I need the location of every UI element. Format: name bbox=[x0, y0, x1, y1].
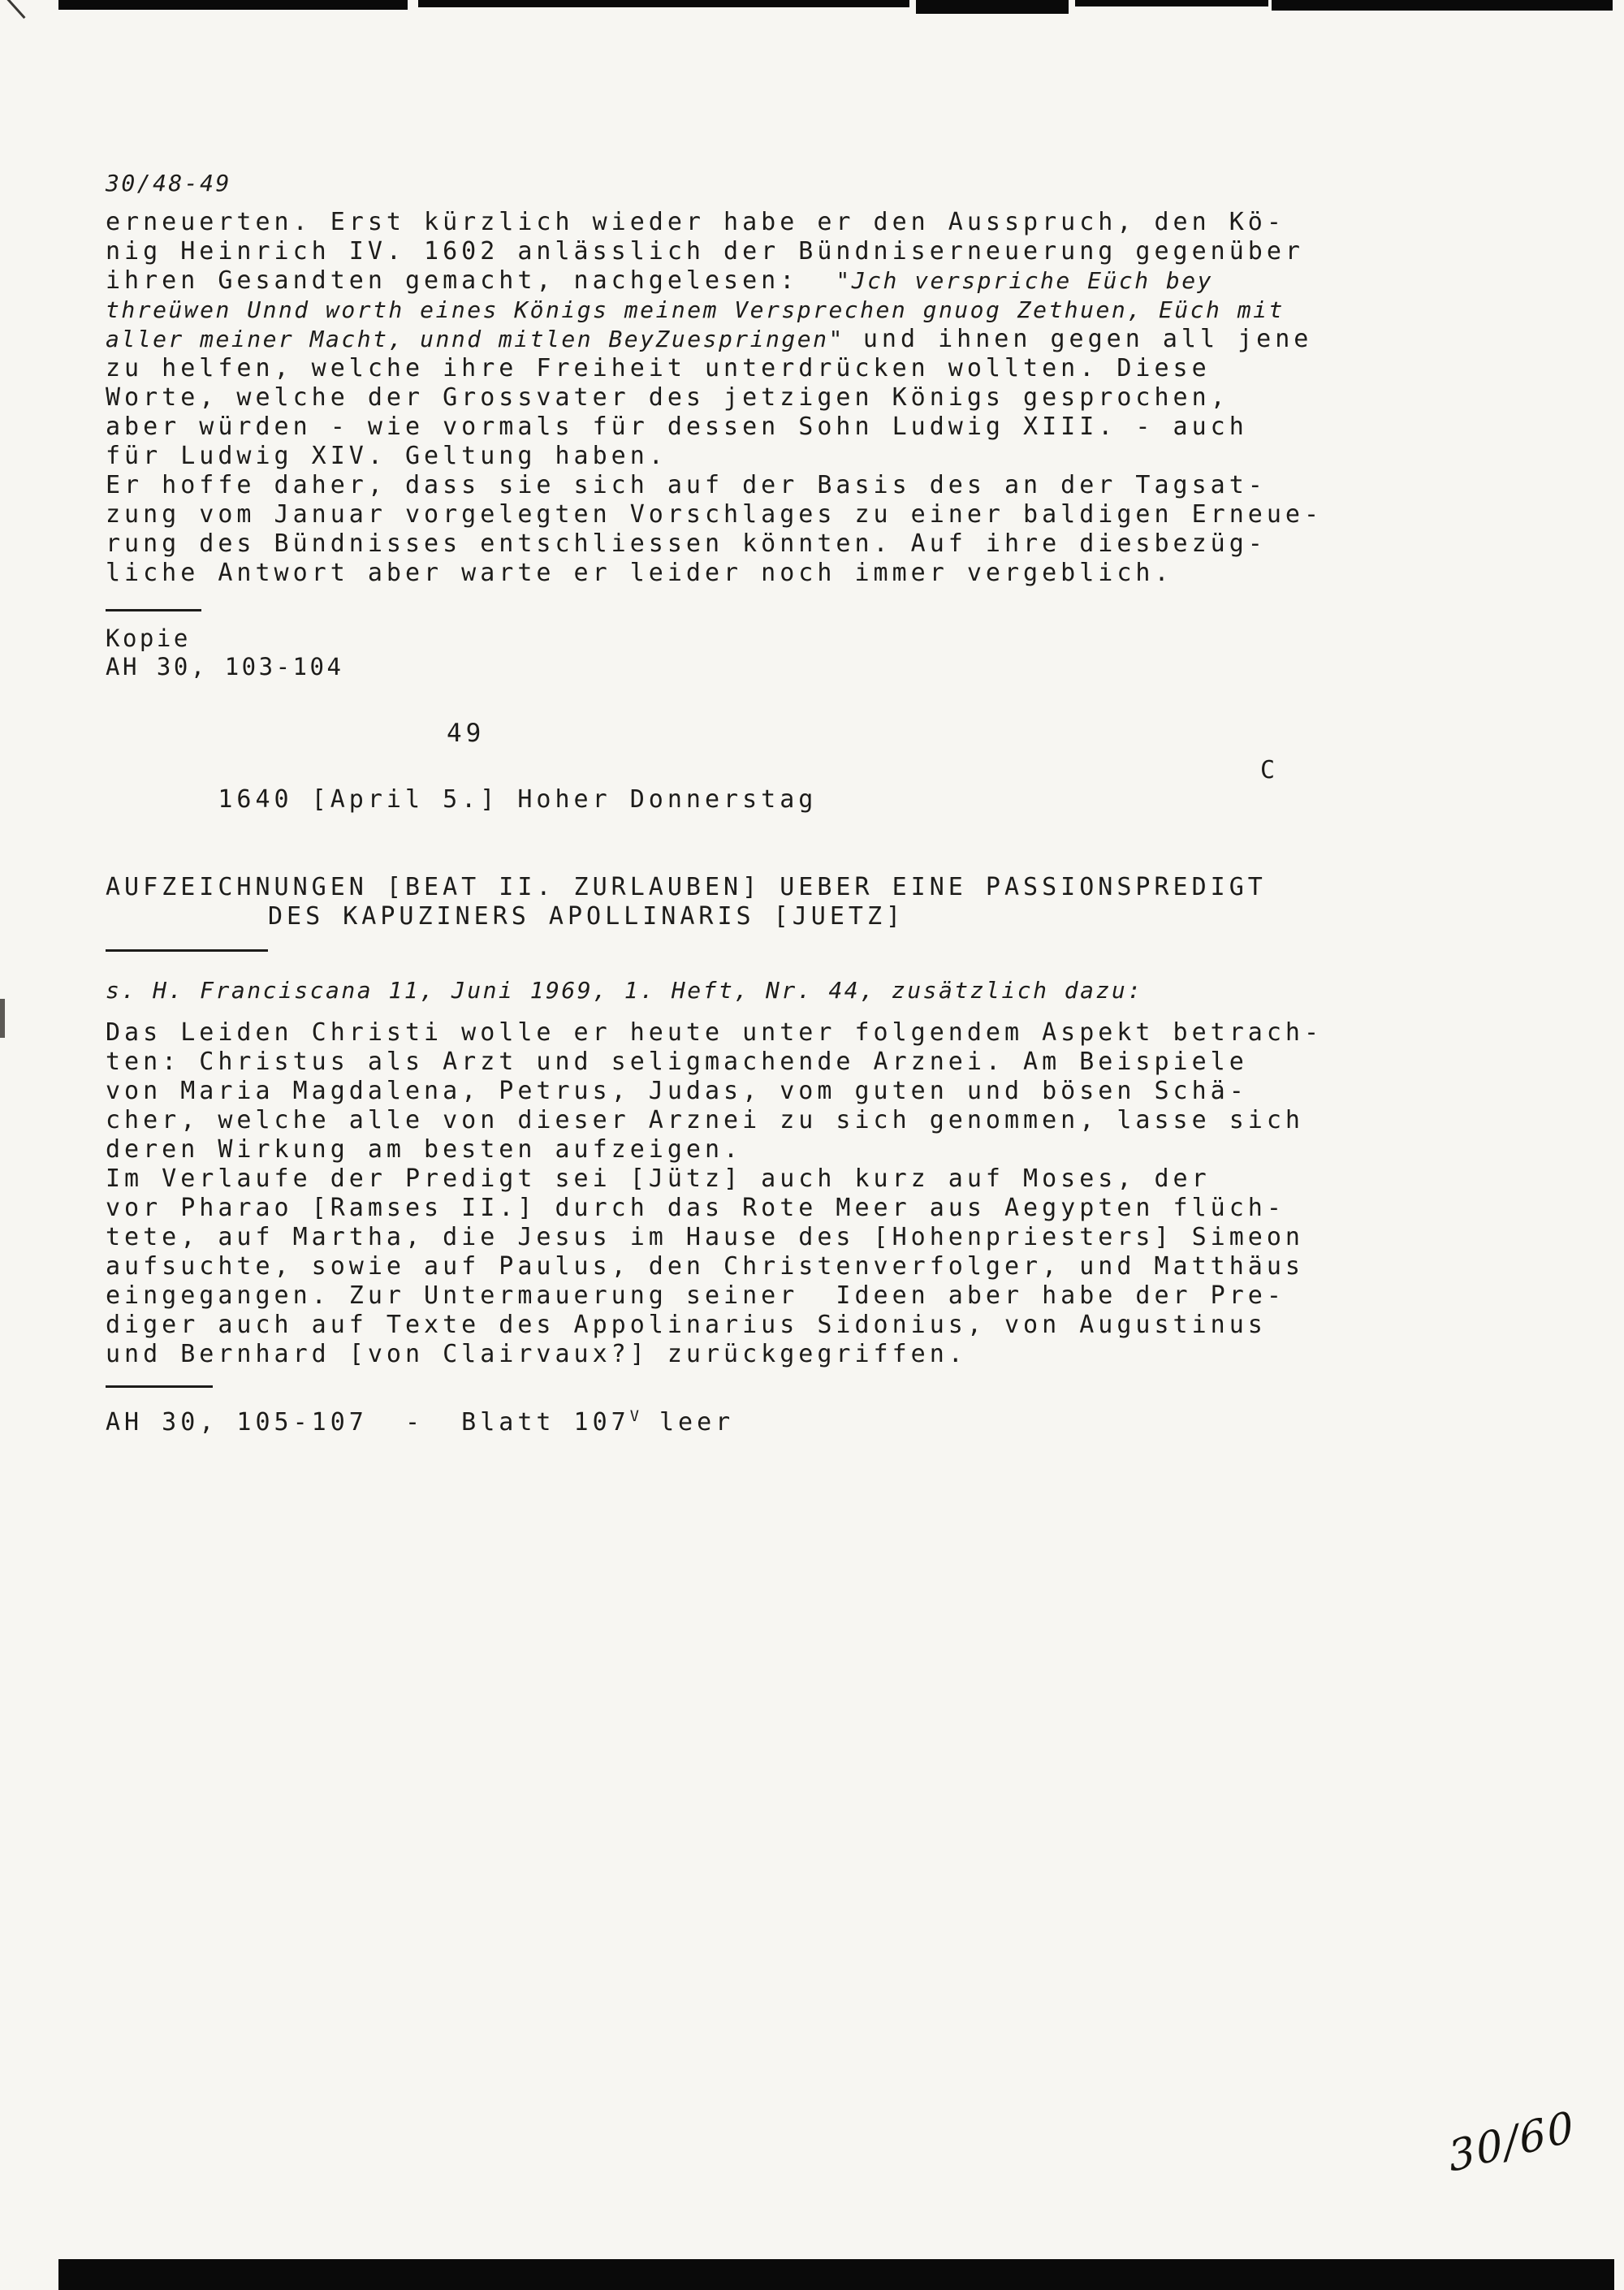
text-segment: Kopie bbox=[106, 624, 191, 652]
entry-49-body bbox=[106, 1018, 1502, 1369]
pen-tick-mark bbox=[6, 0, 26, 19]
entry-48-source-note bbox=[106, 624, 1502, 681]
entry-49-title-line2: DES KAPUZINERS APOLLINARIS [JUETZ] bbox=[268, 902, 905, 931]
text-line bbox=[106, 559, 1502, 588]
italic-text-segment: "Jch verspriche Eüch bey bbox=[836, 267, 1213, 294]
page-content bbox=[106, 169, 1502, 1437]
entry-49-siglum: C bbox=[1260, 756, 1280, 784]
text-line bbox=[106, 237, 1502, 266]
scan-edge-strip bbox=[418, 0, 909, 7]
text-line bbox=[106, 1135, 1502, 1164]
text-segment: deren Wirkung am besten aufzeigen. bbox=[106, 1135, 743, 1164]
text-line bbox=[106, 1048, 1502, 1077]
entry-49-date: 1640 [April 5.] Hoher Donnerstag bbox=[218, 785, 818, 814]
scan-artifact-left bbox=[0, 999, 5, 1038]
text-line bbox=[106, 442, 1502, 471]
scan-edge-strip bbox=[1272, 0, 1613, 11]
handwritten-page-mark: 30/60 bbox=[1445, 2102, 1579, 2183]
text-line bbox=[106, 1340, 1502, 1369]
text-line bbox=[106, 529, 1502, 559]
text-line bbox=[106, 1281, 1502, 1311]
text-line bbox=[106, 296, 1502, 325]
text-segment: Im Verlaufe der Predigt sei [Jütz] auch kurz auf Moses, der bbox=[106, 1164, 1211, 1193]
text-line bbox=[106, 413, 1502, 442]
text-line bbox=[106, 471, 1502, 500]
text-segment: Das Leiden Christi wolle er heute unter folgendem Aspekt betrach- bbox=[106, 1018, 1323, 1047]
scan-edge-strip bbox=[1075, 0, 1268, 6]
text-segment: liche Antwort aber warte er leider noch immer vergeblich. bbox=[106, 559, 1173, 587]
text-line bbox=[106, 1223, 1502, 1252]
text-segment: vor Pharao [Ramses II.] durch das Rote Meer aus Aegypten flüch- bbox=[106, 1194, 1285, 1222]
text-segment: eingegangen. Zur Untermauerung seiner Ideen aber habe der Pre- bbox=[106, 1281, 1285, 1310]
scan-edge-strip bbox=[916, 0, 1069, 14]
separator-rule bbox=[106, 609, 201, 611]
text-line bbox=[106, 1164, 1502, 1194]
superscript-segment: V bbox=[629, 1408, 641, 1425]
text-line bbox=[106, 266, 1502, 296]
scan-edge-top bbox=[0, 0, 1624, 28]
italic-text-segment: aller meiner Macht, unnd mitlen BeyZuespringen" bbox=[106, 326, 844, 352]
text-segment: für Ludwig XIV. Geltung haben. bbox=[106, 442, 667, 470]
text-segment: AH 30, 103-104 bbox=[106, 653, 344, 681]
text-segment: zu helfen, welche ihre Freiheit unterdrücken wollten. Diese bbox=[106, 354, 1211, 382]
text-segment: Worte, welche der Grossvater des jetzigen Königs gesprochen, bbox=[106, 383, 1229, 412]
entry-49-number: 49 bbox=[447, 719, 486, 748]
text-segment: aufsuchte, sowie auf Paulus, den Christenverfolger, und Matthäus bbox=[106, 1252, 1304, 1281]
text-line bbox=[106, 325, 1502, 354]
text-segment: Er hoffe daher, dass sie sich auf der Basis des an der Tagsat- bbox=[106, 471, 1267, 499]
separator-rule bbox=[106, 1385, 213, 1388]
text-line bbox=[106, 1252, 1502, 1281]
text-line bbox=[106, 1402, 1502, 1437]
text-segment: von Maria Magdalena, Petrus, Judas, vom guten und bösen Schä- bbox=[106, 1077, 1248, 1105]
archive-page-ref: 30/48-49 bbox=[106, 170, 231, 197]
italic-text-segment: threüwen Unnd worth eines Königs meinem Versprechen gnuog Zethuen, Eüch mit bbox=[106, 296, 1285, 323]
text-segment: diger auch auf Texte des Appolinarius Sidonius, von Augustinus bbox=[106, 1311, 1267, 1339]
text-line bbox=[106, 208, 1502, 237]
scan-edge-strip bbox=[58, 0, 408, 10]
text-segment: nig Heinrich IV. 1602 anlässlich der Bündniserneuerung gegenüber bbox=[106, 237, 1304, 266]
text-line bbox=[106, 500, 1502, 529]
text-segment: AH 30, 105-107 - Blatt 107 bbox=[106, 1408, 630, 1437]
text-segment: ten: Christus als Arzt und seligmachende Arznei. Am Beispiele bbox=[106, 1048, 1248, 1076]
text-line bbox=[106, 1106, 1502, 1135]
text-segment: cher, welche alle von dieser Arznei zu sich genommen, lasse sich bbox=[106, 1106, 1304, 1134]
text-segment: tete, auf Martha, die Jesus im Hause des [Hohenpriesters] Simeon bbox=[106, 1223, 1304, 1251]
text-line bbox=[106, 383, 1502, 413]
text-line bbox=[106, 624, 1502, 653]
text-line bbox=[106, 653, 1502, 681]
entry-49-title-line1: AUFZEICHNUNGEN [BEAT II. ZURLAUBEN] UEBER EINE PASSIONSPREDIGT bbox=[106, 873, 1267, 901]
separator-rule bbox=[106, 949, 268, 952]
text-line bbox=[106, 1311, 1502, 1340]
text-line bbox=[106, 354, 1502, 383]
entry-48-body bbox=[106, 208, 1502, 588]
text-segment: aber würden - wie vormals für dessen Sohn Ludwig XIII. - auch bbox=[106, 413, 1248, 441]
entry-49-source-reference: s. H. Franciscana 11, Juni 1969, 1. Heft, Nr. 44, zusätzlich dazu: bbox=[106, 977, 1143, 1004]
scan-edge-bottom bbox=[58, 2259, 1614, 2290]
text-line bbox=[106, 1077, 1502, 1106]
text-segment: rung des Bündnisses entschliessen könnten. Auf ihre diesbezüg- bbox=[106, 529, 1267, 558]
text-segment: zung vom Januar vorgelegten Vorschlages zu einer baldigen Erneue- bbox=[106, 500, 1323, 529]
text-segment: ihren Gesandten gemacht, nachgelesen: bbox=[106, 266, 836, 295]
text-segment: und ihnen gegen all jene bbox=[844, 325, 1313, 353]
text-line bbox=[106, 1018, 1502, 1048]
text-segment: leer bbox=[640, 1408, 735, 1437]
text-line bbox=[106, 1194, 1502, 1223]
text-segment: und Bernhard [von Clairvaux?] zurückgegriffen. bbox=[106, 1340, 967, 1368]
entry-49-date-line bbox=[106, 756, 1502, 873]
entry-49-archive-ref bbox=[106, 1402, 1502, 1437]
text-segment: erneuerten. Erst kürzlich wieder habe er den Ausspruch, den Kö- bbox=[106, 208, 1285, 236]
